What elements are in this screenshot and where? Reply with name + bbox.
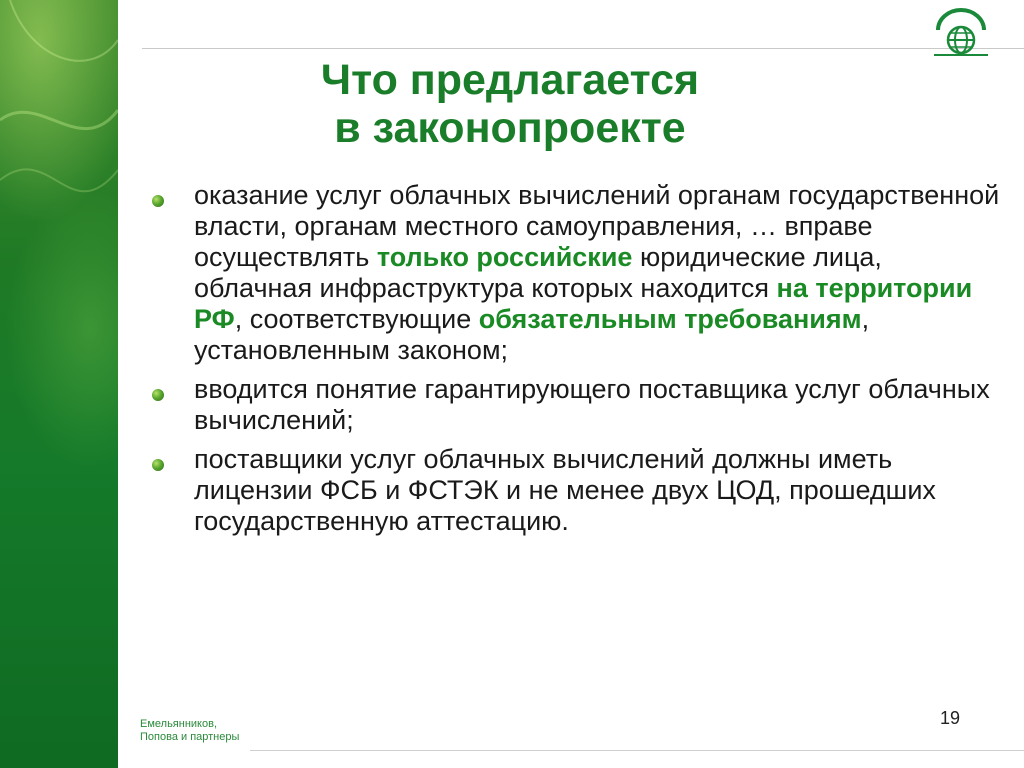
slide-title — [150, 56, 870, 152]
decorative-green-band — [0, 0, 118, 768]
bullet-dot-icon — [152, 195, 164, 207]
slide-title-line2: в законопроекте — [334, 104, 686, 152]
bullet-list — [150, 180, 1000, 545]
bullet-text: , соответствующие — [234, 304, 479, 334]
highlighted-text: обязательным требованиям — [478, 304, 862, 334]
company-name-line2: Попова и партнеры — [140, 731, 240, 743]
bullet-text: поставщики услуг облачных вычислений должны иметь лицензии ФСБ и ФСТЭК и не менее двух ЦОД, прошедших государственную аттестацию. — [194, 444, 936, 536]
highlighted-text: на территории РФ — [194, 273, 973, 334]
company-name-line1: Емельянников, — [140, 718, 218, 730]
band-swirl-decoration — [0, 0, 118, 768]
footer-divider — [250, 750, 1024, 751]
slide-title-line1: Что предлагается — [320, 56, 700, 104]
bullet-item — [150, 180, 1000, 366]
bullet-text: , установленным законом; — [194, 304, 870, 365]
page-number: 19 — [940, 708, 961, 728]
highlighted-text: только российские — [376, 242, 633, 272]
bullet-dot-icon — [152, 389, 164, 401]
company-logo — [140, 718, 239, 744]
globe-icon — [930, 8, 992, 58]
bullet-text: вводится понятие гарантирующего поставщика услуг облачных вычислений; — [194, 374, 990, 435]
bullet-dot-icon — [152, 459, 164, 471]
bullet-item — [150, 444, 1000, 537]
header-divider — [142, 48, 1024, 49]
bullet-text: оказание услуг облачных вычислений органам государственной власти, органам местного самоуправления, … вправе осуществлять — [194, 180, 1000, 272]
bullet-text: юридические лица, облачная инфраструктура которых находится — [194, 242, 882, 303]
bullet-item — [150, 374, 1000, 436]
